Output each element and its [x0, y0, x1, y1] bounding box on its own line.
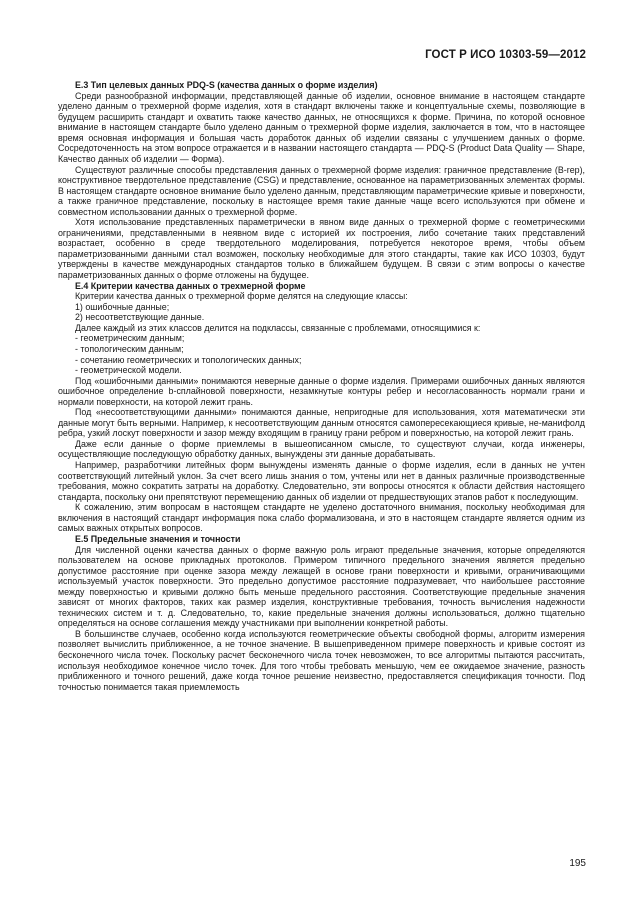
section-e4-paragraph-3: Даже если данные о форме приемлемы в вышеописанном смысле, то существуют случаи, когда инженеры, осуществляющие последующую обработку данных, вынуждены эти данные дорабатывать. — [58, 438, 585, 460]
section-e3-paragraph-3: Хотя использование представленных параметрически в явном виде данных о трехмерной форме с геометрическими ограничениями, представленными в неявном виде с историей их построения, либо сочетание таких представлений возрастает, особенно в среде твердотельного моделирования, потребуется некоторое время, чтобы объем параметризованными данными стал возможен, поскольку необходимые для этого стандарты, такие как ИСО 10303, будут утверждены в качестве международных стандартов только в ближайшем будущем. В связи с этим вопросы о качестве параметризованных данных о форме отложены на будущее. — [58, 217, 585, 280]
section-e3-paragraph-1: Среди разнообразной информации, представляющей данные об изделии, основное внимание в настоящем стандарте уделено данным о трехмерной форме изделия, хотя в стандарт включены также и концептуальные схемы, позволяющие в будущем расширить стандарт и охватить также качество данных, не относящихся к форме. Причина, по которой основное внимание в настоящем стандарте было уделено данным о трехмерной форме изделия, заключается в том, что в настоящее время основная информация и большая часть доработок данных об изделии связаны с улучшением данных о форме. Сосредоточенность на этом вопросе отражается и в названии настоящего стандарта — PDQ-S (Product Data Quality — Shape, Качество данных об изделии — Форма). — [58, 90, 585, 164]
section-e4-paragraph-1: Под «ошибочными данными» понимаются неверные данные о форме изделия. Примерами ошибочных данных являются ошибочное определение b-сплайновой поверхности, незамкнутые контуры ребер и несогласованность нормали грани и нормали поверхности, на которой лежит грань. — [58, 375, 585, 407]
section-e3-paragraph-2: Существуют различные способы представления данных о трехмерной форме изделия: граничное представление (B-rep), конструктивное твердотельное представление (CSG) и представление, основанное на параметризованных элементах формы. В настоящем стандарте основное внимание было уделено данным, представляющим параметрические кривые и поверхности, а также граничное представление, поскольку в настоящее время такие данные чаще всего используются при обмене и совместном использовании данных о трехмерной форме. — [58, 164, 585, 217]
section-e3-heading: Е.3 Тип целевых данных PDQ-S (качества данных о форме изделия) — [75, 80, 378, 90]
section-e4-heading: Е.4 Критерии качества данных о трехмерной форме — [75, 280, 306, 291]
section-e5-heading: Е.5 Предельные значения и точности — [75, 533, 241, 544]
standard-header: ГОСТ Р ИСО 10303-59—2012 — [425, 49, 586, 61]
subclass-item-2: - топологическим данным; — [75, 343, 184, 354]
page-number: 195 — [569, 858, 586, 869]
section-e4-paragraph-4: Например, разработчики литейных форм вынуждены изменять данные о форме изделия, если в данных не учтен соответствующий литейный уклон. За счет всего лишь знания о том, учтены или нет в данных различные производственные требования, можно сократить затраты на доработку. Следовательно, эти вопросы относятся к области действия настоящего стандарта, поскольку они препятствуют перемещению данных об изделии от предшествующих этапов работ к последующим. — [58, 460, 585, 502]
section-e5-paragraph-1: Для численной оценки качества данных о форме важную роль играют предельные значения, которые определяются пользователем на основе прикладных протоколов. Примером типичного предельного значения является предельно допустимое расстояние при оценке зазора между лежащей в основе грани поверхности и кривыми, ограничивающими используемый участок поверхности. Это предельно допустимое расстояние подразумевает, что наибольшее расстояние между поверхностью и кривыми должно быть меньше предельного расстояния. Соответствующие предельные значения зависят от многих факторов, таких как размер изделия, конструктивные требования, точность вычисления надежности технических систем и т. д. Следовательно, то, какие предельные значения должны использоваться, должно тщательно определяться на основе соглашения между участниками при выполнении конкретной работы. — [58, 544, 585, 629]
section-e4-intro: Критерии качества данных о трехмерной форме делятся на следующие классы: — [75, 291, 408, 302]
section-e4-paragraph-2: Под «несоответствующими данными» понимаются данные, непригодные для использования, хотя математически эти данные могут быть верными. Например, к несоответствующим данным относятся самопересекающиеся кривые, не-манифолд ребра, узкий лоскут поверхности и зазор между входящим в границу грани ребром и поверхностью, на которой лежит грань. — [58, 407, 585, 439]
subclass-item-1: - геометрическим данным; — [75, 333, 185, 344]
subclass-item-3: - сочетанию геометрических и топологических данных; — [75, 354, 302, 365]
subclass-item-4: - геометрической модели. — [75, 365, 182, 376]
section-e5-paragraph-2: В большинстве случаев, особенно когда используются геометрические объекты свободной формы, алгоритм измерения позволяет вычислить приближенное, а не точное значение. В вышеприведенном примере поверхность и кривые состоят из бесконечного числа точек. Поскольку расчет бесконечного числа точек невозможен, то все алгоритмы пытаются рассчитать, используя необходимое конечное число точек. Для того чтобы требовать меньшую, чем ее ожидаемое значение, разность приближенного и точного решений, даже когда точное решение неизвестно, предоставляется спецификация точности. Под точностью понимается такая приемлемость — [58, 628, 585, 692]
section-e4-sub-intro: Далее каждый из этих классов делится на подклассы, связанные с проблемами, относящимися к: — [75, 322, 481, 333]
class-item-1: 1) ошибочные данные; — [75, 301, 170, 312]
document-body — [58, 80, 585, 692]
class-item-2: 2) несоответствующие данные. — [75, 312, 205, 323]
section-e4-paragraph-5: К сожалению, этим вопросам в настоящем стандарте не уделено достаточного внимания, поскольку необходимая для включения в настоящий стандарт информация пока слабо формализована, и это в настоящем стандарте является одним из самых важных открытых вопросов. — [58, 502, 585, 534]
